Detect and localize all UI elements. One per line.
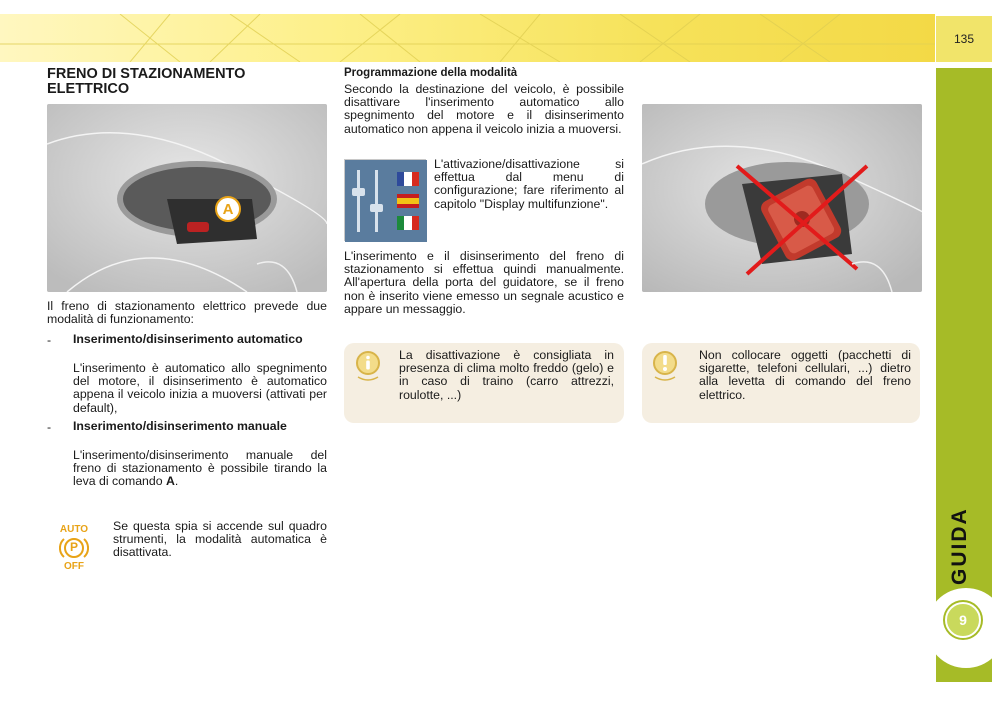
bullet-dash: -: [47, 420, 52, 434]
paragraph-destination: Secondo la destinazione del veicolo, è possibile disattivare l'inserimento automatico allo spegnimento del motore e il disinserimento automatico non appena il veicolo inizia a muoversi.: [344, 82, 624, 136]
subsection-title: Programmazione della modalità: [344, 67, 518, 79]
warning-text: Se questa spia si accende sul quadro strumenti, la modalità automatica è disattivata.: [113, 519, 327, 560]
marker-a-icon: [215, 196, 241, 222]
item-heading-manual: Inserimento/disinserimento manuale: [73, 419, 287, 433]
header-band: [0, 14, 935, 62]
info-icon: [355, 350, 381, 382]
parking-brake-photo: [47, 104, 327, 292]
warning-note-text: Non collocare oggetti (pacchetti di sigarette, telefoni cellulari, ...) dietro alla levetta di comando del freno elettrico.: [699, 348, 911, 402]
auto-label: AUTO: [59, 524, 89, 535]
item-body-manual: [73, 449, 327, 489]
item-body-auto: L'inserimento è automatico allo spegnimento del motore, il disinserimento è automatico appena il veicolo inizia a muoversi (attivati per default),: [73, 361, 327, 415]
item-body-manual-text: L'inserimento/disinserimento manuale del freno di stazionamento è possibile tirando la leva di comando: [73, 448, 327, 489]
chapter-label: GUIDA: [948, 507, 971, 585]
info-note-text: La disattivazione è consigliata in presenza di clima molto freddo (gelo) e in caso di traino (carro attrezzi, roulotte, ...): [399, 348, 614, 402]
paragraph-manual: L'inserimento e il disinserimento del freno di stazionamento si effettua quindi manualmente. All'apertura della porta del guidatore, se il freno non è inserito viene emesso un segnale acustico e appare un messaggio.: [344, 249, 624, 316]
item-body-manual-end: .: [174, 474, 179, 489]
page-number: 135: [936, 16, 992, 62]
section-title: FRENO DI STAZIONAMENTO ELETTRICO: [47, 66, 246, 97]
config-text: L'attivazione/disattivazione si effettua dal menu di configurazione; fare riferimento al capitolo "Display multifunzione".: [434, 157, 624, 211]
auto-park-off-icon: [52, 524, 96, 580]
marker-a-label: A: [222, 200, 234, 218]
p-circle: [59, 536, 89, 560]
chapter-number: 9: [945, 602, 981, 638]
p-letter: P: [69, 540, 78, 554]
header-decoration: [0, 14, 935, 62]
lever-label: A: [165, 474, 175, 489]
off-label: OFF: [64, 561, 84, 572]
item-heading-auto: Inserimento/disinserimento automatico: [73, 332, 303, 346]
warning-exclamation-icon: [652, 350, 678, 382]
intro-paragraph: Il freno di stazionamento elettrico prevede due modalità di funzionamento:: [47, 299, 327, 327]
phone-warning-photo: [642, 104, 922, 292]
config-menu-icon: [344, 159, 426, 241]
bullet-dash: -: [47, 333, 52, 347]
